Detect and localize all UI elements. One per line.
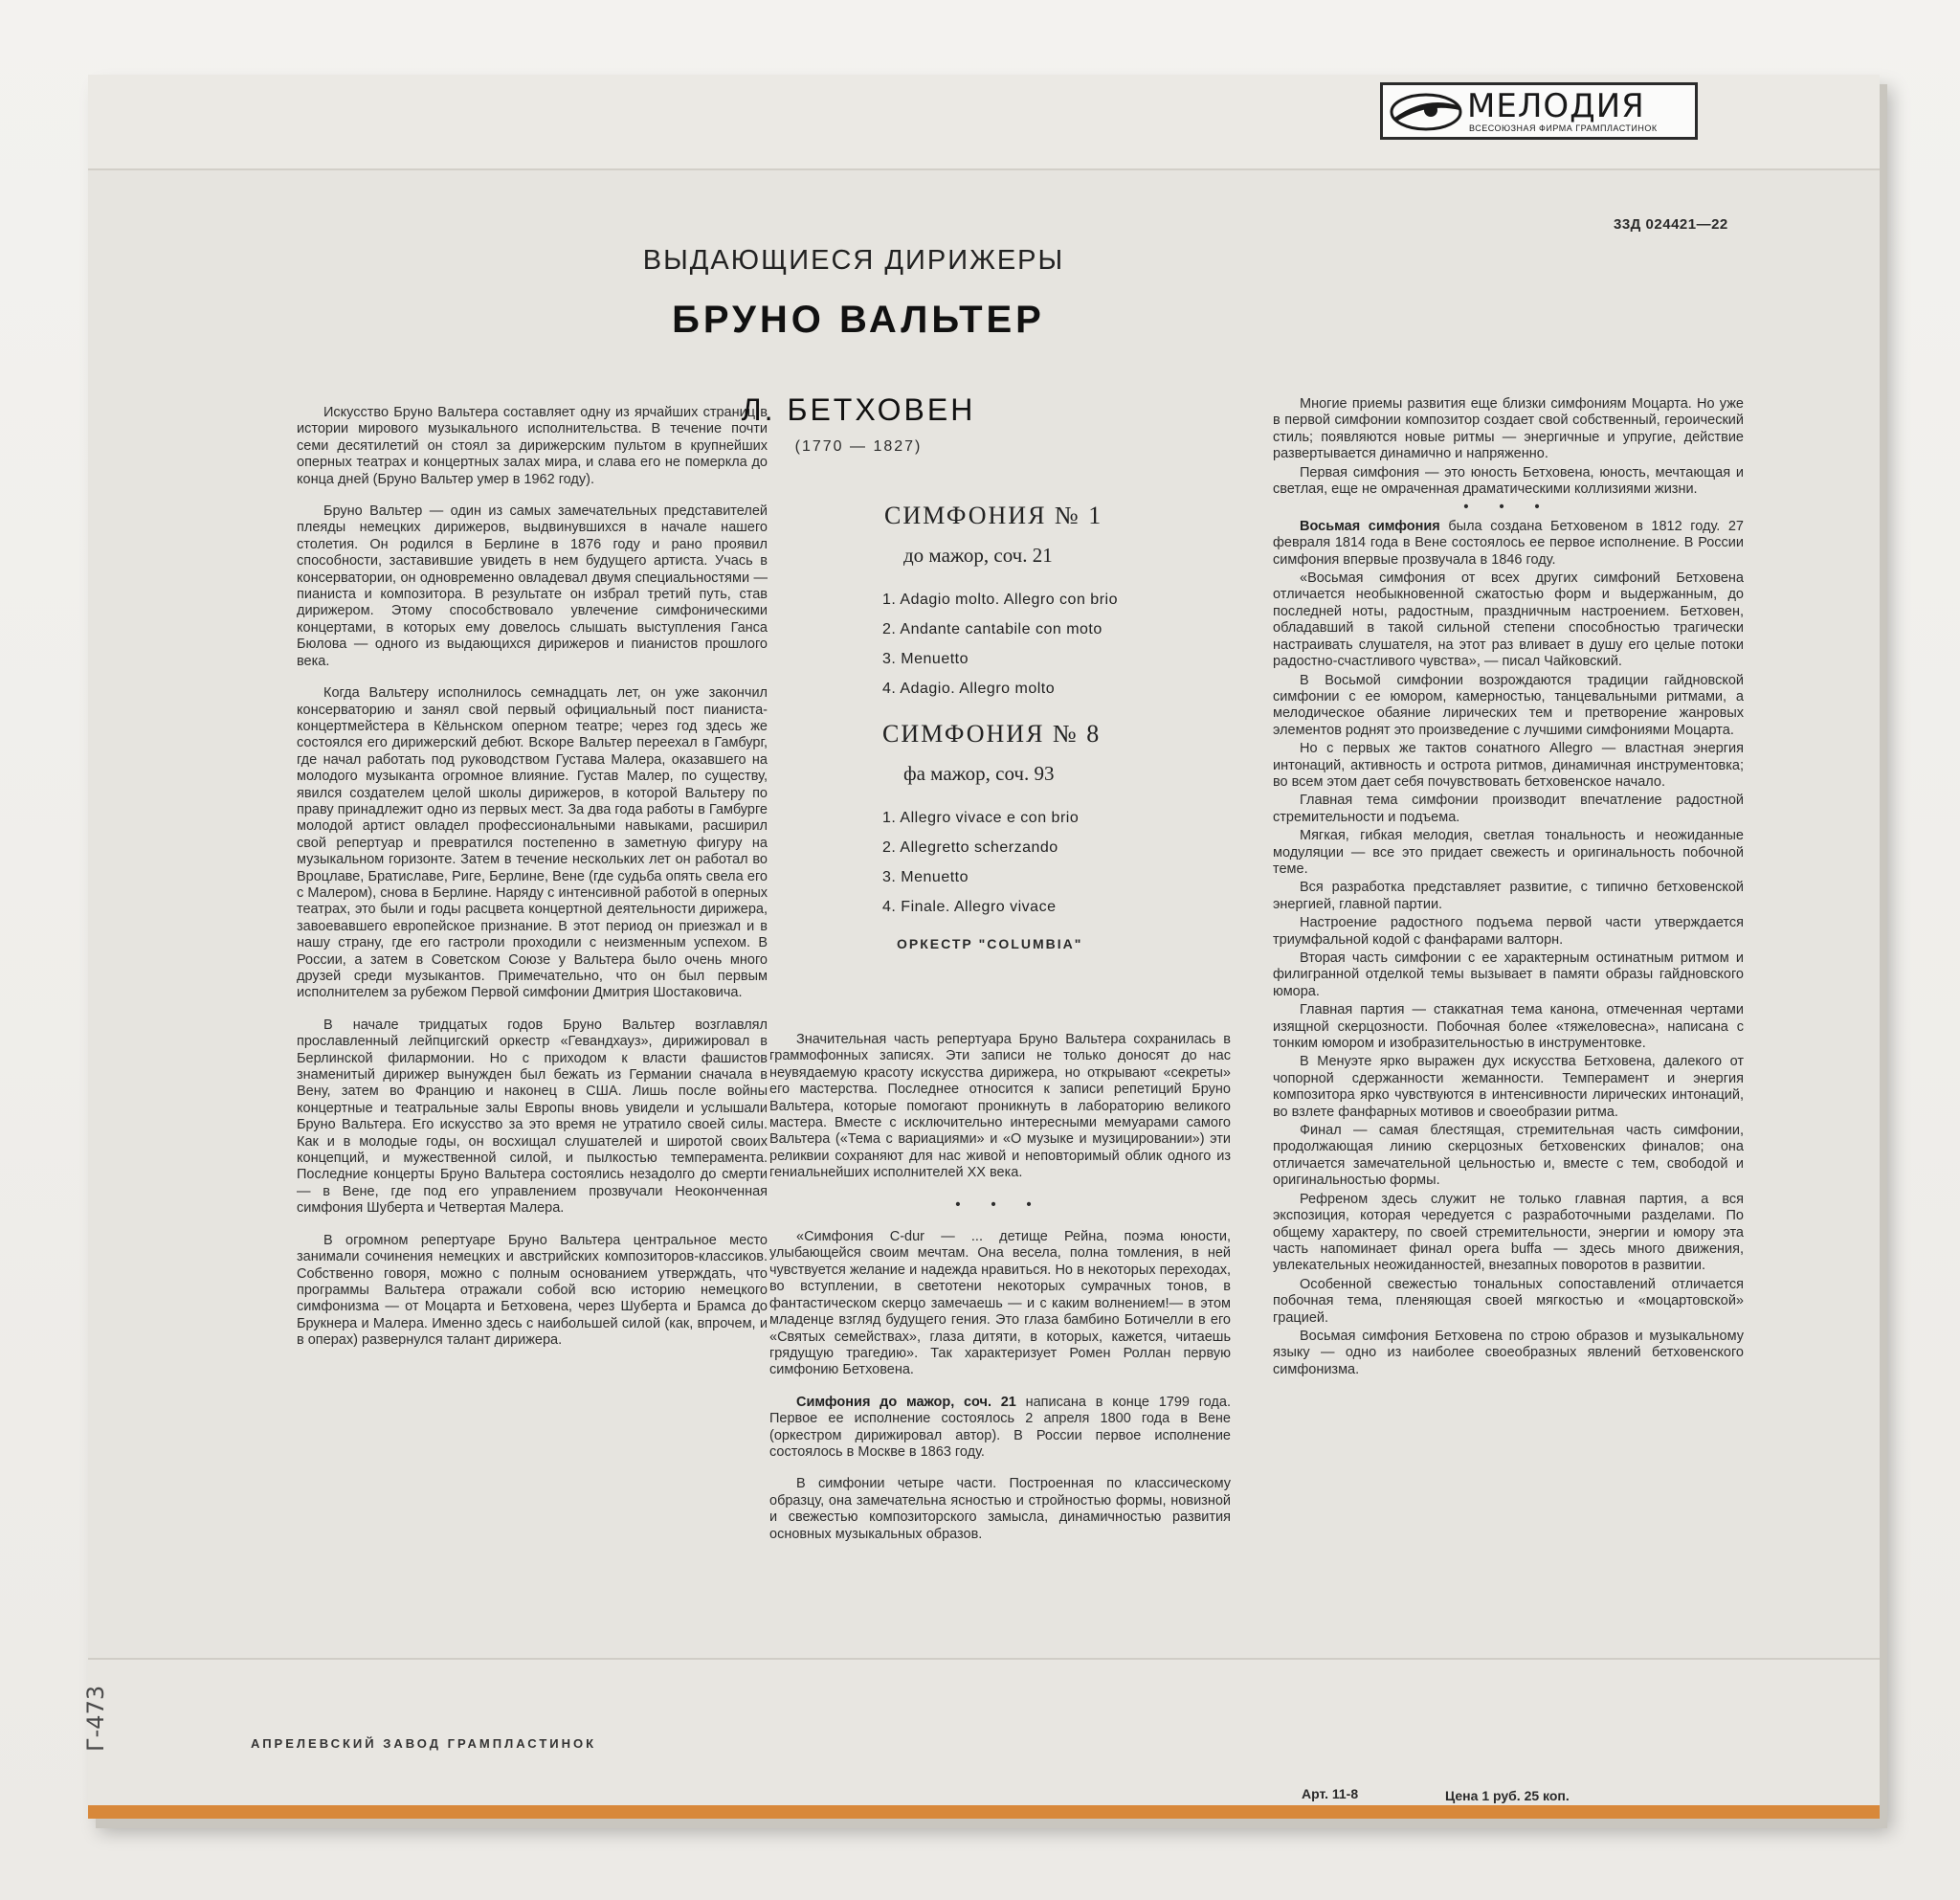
melodiya-emblem-icon: [1389, 89, 1463, 135]
track-item: 2. Andante cantabile con moto: [882, 621, 1102, 637]
paragraph: Вся разработка представляет развитие, с типично бетховенской энергией, главной партии.: [1273, 880, 1744, 912]
section-divider: • • •: [955, 1196, 1045, 1213]
orange-edge: [88, 1805, 1880, 1819]
track-item: 4. Finale. Allegro vivace: [882, 899, 1057, 915]
paragraph: [769, 1395, 1231, 1462]
track-item: 4. Adagio. Allegro molto: [882, 681, 1056, 697]
paragraph: В огромном репертуаре Бруно Вальтера центральное место занимали сочинения немецких и австрийских композиторов-классиков. Собственно говоря, можно с полным основанием утверждать, что программы Вальтера отражали собой всю историю немецкого симфонизма — от Моцарта и Бетховена, через Шуберта и Брамса до Брукнера и Малера. Именно здесь с наибольшей силой (как, впрочем, и в операх) развернулся талант дирижера.: [297, 1232, 768, 1349]
symphony-8-key: фа мажор, соч. 93: [903, 762, 1055, 785]
paragraph: Особенной свежестью тональных сопоставлений отличается побочная тема, пленяющая своей мягкостью и «моцартовской» грацией.: [1273, 1276, 1744, 1326]
paragraph-text: написана в конце 1799 года. Первое ее исполнение состоялось 2 апреля 1800 года в Вене (оркестром дирижировал автор). В России первое исполнение состоялось в Москве в 1863 году.: [769, 1394, 1231, 1460]
logo-subtitle: ВСЕСОЮЗНАЯ ФИРМА ГРАМПЛАСТИНОК: [1469, 123, 1658, 133]
paragraph: «Симфония C-dur — ... детище Рейна, поэма юности, улыбающейся своим мечтам. Она весела, полна томления, в ней чувствуется желание и надежда нравиться. Но в некоторых переходах, во вступлении, в светотени некоторых сумрачных тонов, в фантастическом скерцо замечаешь — и с каким волнением!— в этом младенце взгляд будущего гения. Это глаза бамбино Ботичелли в его «Святых семействах», глаза дитяти, в которых, кажется, читаешь грядущую трагедию». Так характеризует Ромен Роллан первую симфонию Бетховена.: [769, 1229, 1231, 1378]
paragraph: Значительная часть репертуара Бруно Вальтера сохранилась в граммофонных записях. Эти записи не только доносят до нас неувядаемую красоту искусства дирижера, но открывают «секреты» его мастерства. Последнее относится к записи репетиций Бруно Вальтера, которые помогают проникнуть в лабораторию великого мастера. Вместе с исключительно интересными мемуарами самого Вальтера («Тема с вариациями» и «О музыке и музицировании») эти реликвии сохраняют для нас живой и неповторимый облик одного из гениальнейших исполнителей XX века.: [769, 1032, 1231, 1181]
bold-lead: Восьмая симфония: [1300, 518, 1440, 534]
logo-text: МЕЛОДИЯ: [1467, 87, 1645, 125]
paragraph-text: была создана Бетховеном в 1812 году. 27 февраля 1814 года в Вене состоялось ее первое исполнение. В России симфония впервые прозвучала в 1846 году.: [1273, 518, 1744, 568]
paragraph: Вторая часть симфонии с ее характерным остинатным ритмом и филигранной отделкой темы вызывает в памяти образы гайдновского юмора.: [1273, 950, 1744, 999]
right-text-column: [1273, 396, 1744, 1380]
paragraph: Первая симфония — это юность Бетховена, юность, мечтающая и светлая, еще не омраченная драматическими коллизиями жизни.: [1273, 464, 1744, 498]
left-text-column: [297, 405, 768, 1365]
conductor-name: БРУНО ВАЛЬТЕР: [672, 299, 1045, 341]
melodiya-logo: [1380, 82, 1698, 140]
symphony-8-title: СИМФОНИЯ № 8: [882, 720, 1102, 748]
track-item: 3. Menuetto: [882, 869, 969, 885]
paragraph: Мягкая, гибкая мелодия, светлая тональность и неожиданные модуляции — все это придает свежесть и оригинальность побочной теме.: [1273, 828, 1744, 877]
paragraph: Бруно Вальтер — один из самых замечательных представителей плеяды немецких дирижеров, выдвинувшихся в начале нашего столетия. Он родился в Берлине в 1876 году и рано проявил способности, заставившие увидеть в нем будущего артиста. Учась в консерватории, он одновременно овладевал двумя специальностями — пианиста и композитора. В результате он избрал третий путь, став дирижером. Этому способствовало увлечение симфоническими концертами, в которых ему довелось слышать выступления Ганса Бюлова — одного из выдающихся дирижеров и пианистов прошлого века.: [297, 503, 768, 669]
paragraph: Настроение радостного подъема первой части утверждается триумфальной кодой с фанфарами валторн.: [1273, 915, 1744, 948]
paragraph: Когда Вальтеру исполнилось семнадцать лет, он уже закончил консерваторию и занял свой первый официальный пост пианиста-концертмейстера в Кёльнском оперном театре; через год здесь же состоялся его дирижерский дебют. Вскоре Вальтер переехал в Гамбург, где начал работать под руководством Густава Малера, оказавшего на молодого музыканта огромное влияние. Густав Малер, по существу, явился создателем целой школы дирижеров, в которой Вальтеру по праву принадлежит одно из первых мест. За два года работы в Гамбурге молодой артист овладел профессиональными навыками, расширил свой репертуар и превратился постепенно в заметную фигуру на музыкальном горизонте. Затем в течение нескольких лет он работал во Вроцлаве, Братиславе, Риге, Берлине, Вене (где судьба опять свела его с Малером), снова в Берлине. Наряду с интенсивной работой в оперных театрах, это были и годы расцвета концертной деятельности дирижера, завоевавшего европейское признание. В этот период он приезжал и в нашу страну, где его гастроли проходили с неизменным успехом. В России, а затем в Советском Союзе у Вальтера было очень много друзей среди музыкантов. Примечательно, что он был первым исполнителем за рубежом Первой симфонии Дмитрия Шостаковича.: [297, 685, 768, 1001]
price: Цена 1 руб. 25 коп.: [1445, 1788, 1570, 1803]
factory-name: АПРЕЛЕВСКИЙ ЗАВОД ГРАМПЛАСТИНОК: [251, 1736, 597, 1751]
orchestra-credit: ОРКЕСТР "COLUMBIA": [897, 936, 1083, 951]
paragraph: В начале тридцатых годов Бруно Вальтер возглавлял прославленный лейпцигский оркестр «Гевандхауз», дирижировал в Берлинской филармонии. Но с приходом к власти фашистов знаменитый дирижер вынужден был бежать из Германии сначала в Вену, затем во Францию и наконец в США. Лишь после войны концертные и театральные залы Европы вновь увидели и услышали Бруно Вальтера. Его искусство за это время не утратило своей силы. Как и в молодые годы, он восхищал слушателей и широтой своих концепций, и мужественной силой, и пылкостью темперамента. Последние концерты Бруно Вальтера состоялись незадолго до смерти — в Вене, где под его управлением прозвучали Неоконченная симфония Шуберта и Четвертая Малера.: [297, 1017, 768, 1217]
handwritten-mark: Г-473: [82, 1685, 109, 1752]
paragraph: Финал — самая блестящая, стремительная часть симфонии, продолжающая линию скерцозных бетховенских финалов; она отличается замечательной цельностью и, вместе с тем, свободой и оригинальностью формы.: [1273, 1123, 1744, 1189]
composer-dates: (1770 — 1827): [794, 438, 923, 455]
paragraph: [1273, 519, 1744, 569]
composer-name: Л. БЕТХОВЕН: [741, 392, 976, 427]
track-item: 3. Menuetto: [882, 651, 969, 667]
paragraph: Многие приемы развития еще близки симфониям Моцарта. Но уже в первой симфонии композитор создает свой собственный, героический стиль; появляются новые ритмы — энергичные и упругие, действие развертывается динамично и напряженно.: [1273, 396, 1744, 462]
track-item: 1. Allegro vivace e con brio: [882, 810, 1080, 826]
paragraph: В Восьмой симфонии возрождаются традиции гайдновской симфонии с ее юмором, камерностью, танцевальными ритмами, а мелодическое обаяние лирических тем и претворение жанровых элементов роднят это произведение с лучшими симфониями Моцарта.: [1273, 672, 1744, 738]
catalog-number: 33Д 024421—22: [1614, 216, 1728, 233]
track-item: 2. Allegretto scherzando: [882, 839, 1058, 856]
paragraph: Главная тема симфонии производит впечатление радостной стремительности и подъема.: [1273, 793, 1744, 825]
paragraph: В Менуэте ярко выражен дух искусства Бетховена, далекого от чопорной сдержанности жеманности. Темперамент и энергия композитора ярко чувствуются в интенсивности лирических интонаций, во взлете фанфарных мотивов и своеобразии ритма.: [1273, 1054, 1744, 1120]
bold-lead: Симфония до мажор, соч. 21: [796, 1394, 1016, 1410]
paragraph: В симфонии четыре части. Построенная по классическому образцу, она замечательна ясностью и стройностью формы, новизной и свежестью композиторского замысла, динамичностью развития основных музыкальных образов.: [769, 1476, 1231, 1542]
article-number: Арт. 11-8: [1302, 1786, 1359, 1801]
paragraph: Рефреном здесь служит не только главная партия, а вся экспозиция, которая чередуется с разработочными разделами. По общему характеру, по своей стремительности, энергии и юмору эта часть напоминает финал opera buffa — здесь много движения, увлекательных неожиданностей, внезапных поворотов в развитии.: [1273, 1191, 1744, 1274]
series-title: ВЫДАЮЩИЕСЯ ДИРИЖЕРЫ: [642, 245, 1065, 276]
paragraph: Но с первых же тактов сонатного Allegro — властная энергия интонаций, активность и острота ритмов, динамичная инструментовка; во всем этом дает себя почувствовать бетховенское начало.: [1273, 741, 1744, 790]
symphony-1-title: СИМФОНИЯ № 1: [884, 502, 1103, 529]
record-sleeve: [88, 75, 1880, 1819]
middle-text-column: [769, 1032, 1231, 1558]
paragraph: «Восьмая симфония от всех других симфоний Бетховена отличается необыкновенной сжатостью форм и выдержанным, до последней ноты, радостным, праздничным настроением. Бетховен, обладавший в такой сильной степени способностью трагически настраивать слушателя, на этот раз вливает в душу его целые потоки радостно-счастливого чувства», — писал Чайковский.: [1273, 570, 1744, 670]
section-divider: • • •: [1463, 500, 1553, 516]
paragraph: Главная партия — стаккатная тема канона, отмеченная чертами изящной скерцозности. Побочная более «тяжеловесна», написана с тонким юмором и изобразительностью в инструментовке.: [1273, 1002, 1744, 1052]
symphony-1-key: до мажор, соч. 21: [903, 544, 1053, 567]
paragraph: Искусство Бруно Вальтера составляет одну из ярчайших страниц в истории мирового музыкального исполнительства. В течение почти семи десятилетий он стоял за дирижерским пультом в крупнейших оперных театрах и концертных залах мира, и слава его не померкла до конца дней (Бруно Вальтер умер в 1962 году).: [297, 405, 768, 487]
track-item: 1. Adagio molto. Allegro con brio: [882, 592, 1118, 608]
paragraph: Восьмая симфония Бетховена по строю образов и музыкальному языку — одно из наиболее своеобразных явлений бетховенского симфонизма.: [1273, 1328, 1744, 1377]
